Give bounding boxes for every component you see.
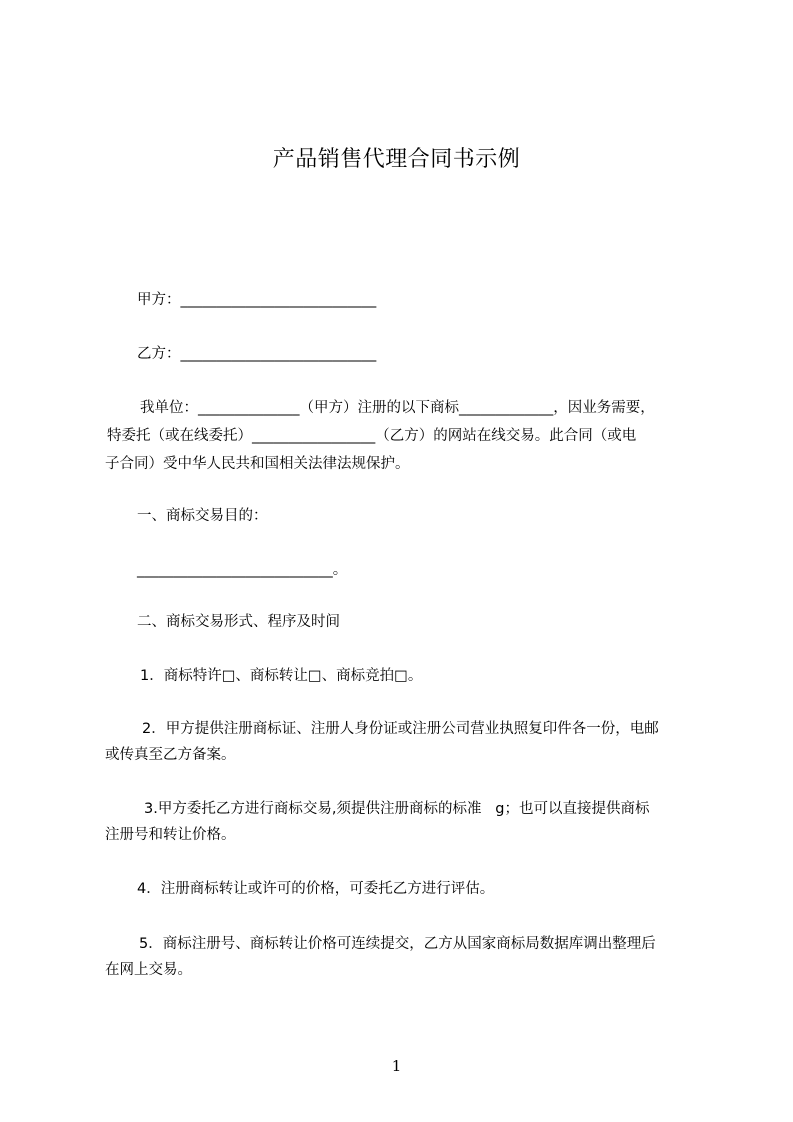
item-3-line-1: 3.甲方委托乙方进行商标交易,须提供注册商标的标准 g；也可以直接提供商标 xyxy=(144,801,650,817)
item-1: 1．商标特许□、商标转让□、商标竞拍□。 xyxy=(140,668,423,684)
section-1-heading: 一、商标交易目的： xyxy=(137,508,268,524)
document-title: 产品销售代理合同书示例 xyxy=(272,147,521,172)
item-2-line-1: 2．甲方提供注册商标证、注册人身份证或注册公司营业执照复印件各一份，电邮 xyxy=(142,721,659,737)
item-4: 4．注册商标转让或许可的价格，可委托乙方进行评估。 xyxy=(137,881,495,897)
item-5-line-2: 在网上交易。 xyxy=(105,962,192,978)
party-b-line: 乙方：___________________________ xyxy=(137,346,377,362)
intro-line-1: 我单位：______________（甲方）注册的以下商标_____________，因业务需要， xyxy=(140,400,655,416)
item-5-line-1: 5．商标注册号、商标转让价格可连续提交，乙方从国家商标局数据库调出整理后 xyxy=(139,936,656,952)
page-number: 1 xyxy=(391,1057,402,1075)
section-2-heading: 二、商标交易形式、程序及时间 xyxy=(137,614,340,630)
item-3-line-2: 注册号和转让价格。 xyxy=(105,827,236,843)
party-a-line: 甲方：___________________________ xyxy=(137,292,377,308)
intro-line-2: 特委托（或在线委托）_________________（乙方）的网站在线交易。此合同（或电 xyxy=(107,428,637,444)
intro-line-3: 子合同）受中华人民共和国相关法律法规保护。 xyxy=(105,456,410,472)
section-1-blank: ___________________________。 xyxy=(137,562,348,578)
item-2-line-2: 或传真至乙方备案。 xyxy=(105,747,236,763)
